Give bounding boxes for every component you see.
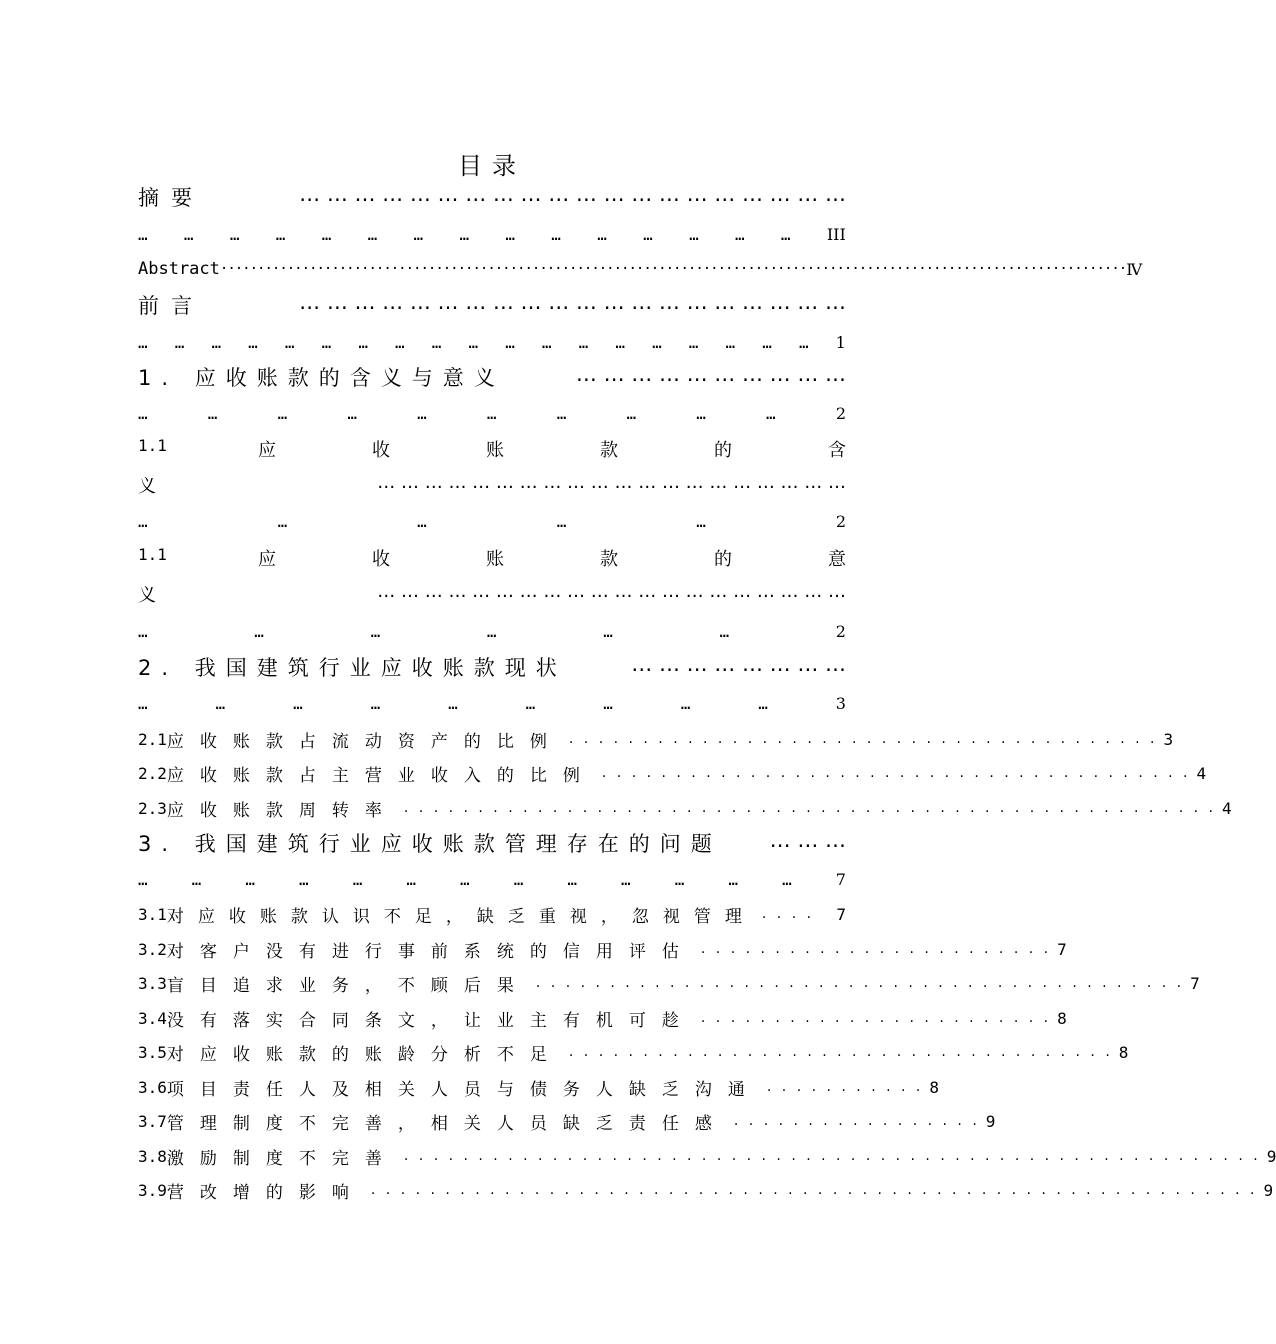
section-number: 2.2 — [138, 763, 167, 783]
entry-label: 项目责任人及相关人员与债务人缺乏沟通 — [166, 1079, 761, 1100]
toc-entry-1-1-meaning-cont2: … … … … … 2 — [138, 511, 846, 531]
entry-label: 应收账款占主营业收入的比例 — [166, 765, 596, 786]
leader-dots: … … … … … … … … … … — [575, 362, 846, 386]
entry-label: 摘要 — [138, 186, 204, 210]
entry-label: 应收账款占流动资产的比例 — [166, 731, 563, 752]
leader-dots: … … … … … … … … — [631, 652, 846, 676]
toc-entry-3-1[interactable] — [138, 902, 846, 926]
page-number: 8 — [1118, 1042, 1129, 1062]
page-number: 7 — [836, 904, 846, 924]
entry-label: 对应收账款的账龄分析不足 — [166, 1044, 563, 1065]
page-number: 7 — [1190, 973, 1200, 993]
entry-label: 3. 我国建筑行业应收账款管理存在的问题 — [138, 832, 722, 856]
leader-dots: … … … … … … … … … … … … … … … … … … … … — [299, 182, 846, 206]
entry-label: 1. 应收账款的含义与意义 — [138, 366, 505, 390]
toc-entry-3-5[interactable] — [138, 1040, 1129, 1065]
section-number: 2.3 — [138, 798, 167, 818]
page-number: 9 — [1266, 1146, 1276, 1166]
toc-entry-1-1-significance-cont2: … … … … … … 2 — [138, 621, 846, 641]
leader-dots: … … … — [769, 828, 846, 852]
page-number: 2 — [835, 621, 846, 641]
leader-dots: . . . . . . . . . . . . . . . . . . . . . . . . . . . . . . . . . . . . . . . . . . . . — [535, 975, 1185, 991]
entry-label: 2. 我国建筑行业应收账款现状 — [138, 656, 567, 680]
page-number: 9 — [1263, 1180, 1274, 1200]
section-number: 3.6 — [138, 1077, 167, 1097]
page-number: 3 — [835, 693, 846, 713]
page-number: Ⅳ — [1126, 259, 1143, 279]
section-number: 3.8 — [138, 1146, 167, 1166]
page-number: III — [826, 224, 846, 244]
entry-label-cont: 义 — [138, 585, 156, 606]
toc-entry-3-8[interactable] — [138, 1144, 1276, 1169]
entry-label: 对客户没有进行事前系统的信用评估 — [166, 941, 695, 962]
leader-dots: . . . . . . . . . . . . . . . . . . . . . . . . . . . . . . . . . . . . . — [568, 1044, 1113, 1060]
toc-entry-ch2-cont: … … … … … … … … … 3 — [138, 693, 846, 713]
leader-dots: . . . . . . . . . . . . . . . . . — [733, 1113, 980, 1129]
leader-dots: . . . . — [761, 906, 815, 922]
toc-entry-3-7[interactable] — [138, 1109, 996, 1134]
leader-dots: . . . . . . . . . . . . . . . . . . . . . . . . . . . . . . . . . . . . . . . . . . . . . . . . . . . . . . . — [403, 800, 1216, 816]
section-number: 3.5 — [138, 1042, 167, 1062]
entry-label: 应收账款的含 — [258, 440, 942, 461]
toc-entry-3-9[interactable] — [138, 1178, 1274, 1203]
toc-entry-ch1[interactable] — [138, 364, 846, 390]
page-number: 3 — [1163, 729, 1174, 749]
entry-label: 盲目追求业务，不顾后果 — [166, 975, 530, 996]
section-number: 3.9 — [138, 1180, 167, 1200]
section-number: 3.3 — [138, 973, 167, 993]
page-number: 9 — [985, 1111, 996, 1131]
toc-entry-1-1-significance-cont — [138, 581, 846, 607]
page-number: 4 — [1196, 763, 1207, 783]
entry-label: 激励制度不完善 — [166, 1148, 398, 1169]
toc-entry-ch3[interactable] — [138, 830, 846, 856]
page-number: 2 — [835, 511, 846, 531]
toc-entry-ch2[interactable] — [138, 654, 846, 680]
page-number: 2 — [835, 403, 846, 423]
toc-entry-ch1-cont: … … … … … … … … … … 2 — [138, 403, 846, 423]
page-number: 8 — [1057, 1008, 1067, 1028]
leader-dots: . . . . . . . . . . . . . . . . . . . . . . . . . . . . . . . . . . . . . . . . . . . . . . . . . . . . . . . . . . — [403, 1148, 1261, 1164]
section-number: 2.1 — [138, 729, 167, 749]
entry-label: 应收账款的意 — [258, 549, 942, 570]
leader-dots: … … … … … … … … … … … … … … … … … … … … — [299, 290, 846, 314]
leader-dots: … … … … … … … … … … … … … … … … … … … … — [377, 581, 846, 602]
leader-dots: . . . . . . . . . . . . . . . . . . . . . . . . — [700, 941, 1052, 957]
leader-dots: . . . . . . . . . . . . . . . . . . . . . . . . . . . . . . . . . . . . . . . . — [568, 731, 1158, 747]
leader-dots: . . . . . . . . . . . . . . . . . . . . . . . . . . . . . . . . . . . . . . . . — [601, 765, 1191, 781]
toc-entry-3-3[interactable] — [138, 971, 1200, 996]
leader-dots: ·························································································································· — [219, 261, 1127, 277]
toc-entry-1-1-significance[interactable] — [138, 545, 942, 571]
toc-entry-1-1-meaning-cont — [138, 472, 846, 498]
section-number: 3.2 — [138, 939, 167, 959]
entry-label: 前言 — [138, 294, 204, 318]
entry-label: 对应收账款认识不足，缺乏重视，忽视管理 — [166, 906, 756, 927]
toc-entry-1-1-meaning[interactable] — [138, 436, 942, 462]
toc-entry-abstract-en[interactable] — [138, 257, 1143, 281]
page-number: 1 — [835, 332, 846, 352]
toc-entry-foreword-cont: … … … … … … … … … … … … … … … … … … … 1 — [138, 332, 846, 352]
page-number: 8 — [929, 1077, 940, 1097]
toc-entry-abstract-cn[interactable] — [138, 184, 846, 210]
leader-dots: . . . . . . . . . . . — [766, 1079, 924, 1095]
entry-label: 管理制度不完善，相关人员缺乏责任感 — [166, 1113, 728, 1134]
section-number: 3.7 — [138, 1111, 167, 1131]
toc-entry-abstract-cn-cont: … … … … … … … … … … … … … … … III — [138, 224, 846, 244]
page-number: 7 — [835, 869, 846, 889]
section-number: 3.1 — [138, 904, 167, 924]
toc-title: 目录 — [458, 152, 526, 180]
entry-label: 应收账款周转率 — [166, 800, 398, 821]
toc-entry-3-2[interactable] — [138, 937, 1067, 962]
entry-label: 营改增的影响 — [166, 1182, 365, 1203]
section-number: 1.1 — [138, 436, 167, 455]
page-number: 4 — [1221, 798, 1232, 818]
toc-entry-foreword[interactable] — [138, 292, 846, 318]
toc-entry-2-3[interactable] — [138, 796, 1232, 821]
section-number: 1.1 — [138, 545, 167, 564]
toc-entry-3-6[interactable] — [138, 1075, 940, 1100]
section-number: 3.4 — [138, 1008, 167, 1028]
entry-label: 没有落实合同条文，让业主有机可趁 — [166, 1010, 695, 1031]
page-number: 7 — [1057, 939, 1067, 959]
toc-entry-2-2[interactable] — [138, 761, 1207, 786]
toc-entry-3-4[interactable] — [138, 1006, 1067, 1031]
entry-label-cont: 义 — [138, 476, 156, 497]
leader-dots: . . . . . . . . . . . . . . . . . . . . . . . . . . . . . . . . . . . . . . . . . . . . . . . . . . . . . . . . . . . . — [370, 1182, 1258, 1198]
entry-label: Abstract — [138, 259, 220, 279]
toc-entry-ch3-cont: … … … … … … … … … … … … … 7 — [138, 869, 846, 889]
toc-entry-2-1[interactable] — [138, 727, 1174, 752]
leader-dots: … … … … … … … … … … … … … … … … … … … … — [377, 472, 846, 493]
leader-dots: . . . . . . . . . . . . . . . . . . . . . . . . — [700, 1010, 1052, 1026]
